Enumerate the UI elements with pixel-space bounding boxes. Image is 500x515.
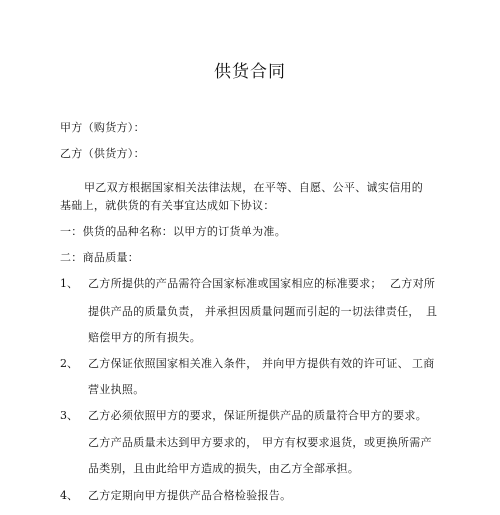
clause-product-name: 一：供货的品种名称：以甲方的订货单为准。: [60, 225, 286, 238]
item-3-line-2-seg-1: 乙方产品质量未达到甲方要求的，: [88, 436, 258, 449]
item-3-line-1: 乙方必须依照甲方的要求，保证所提供产品的质量符合甲方的要求。: [88, 409, 427, 422]
item-1-line-2-seg-2: 并承担因质量问题而引起的一切法律责任，: [205, 305, 420, 318]
item-3-line-2-seg-2: 甲方有权要求退货，: [262, 436, 364, 449]
item-2-line-1-seg-1: 乙方保证依照国家相关准入条件，: [88, 357, 258, 370]
party-a-label: 甲方（购货方）：: [60, 121, 145, 134]
party-b-label: 乙方（供货方）：: [60, 147, 145, 160]
item-number-2: 2、: [60, 357, 78, 370]
item-1-line-3: 赔偿甲方的所有损失。: [88, 331, 201, 344]
item-1-line-2-seg-1: 提供产品的质量负责，: [88, 305, 201, 318]
intro-paragraph-line-1: 甲乙双方根据国家相关法律法规，在平等、自愿、公平、诚实信用的: [84, 181, 423, 194]
item-number-4: 4、: [60, 489, 78, 502]
item-3-line-3: 品类别，且由此给甲方造成的损失，由乙方全部承担。: [88, 462, 360, 475]
item-1-line-1-seg-2: 乙方对所: [390, 277, 436, 290]
item-number-1: 1、: [60, 277, 78, 290]
item-2-line-1-seg-3: 工商: [412, 357, 435, 370]
item-4-line-1: 乙方定期向甲方提供产品合格检验报告。: [88, 489, 292, 502]
item-1-line-1-seg-1: 乙方所提供的产品需符合国家标准或国家相应的标准要求；: [88, 277, 382, 290]
clause-quality-heading: 二：商品质量：: [60, 251, 140, 264]
intro-paragraph-line-2: 基础上，就供货的有关事宜达成如下协议：: [60, 199, 275, 212]
item-number-3: 3、: [60, 409, 78, 422]
item-3-line-2-seg-3: 或更换所需产: [364, 436, 432, 449]
item-1-line-2-seg-3: 且: [426, 305, 438, 318]
item-2-line-2: 营业执照。: [88, 383, 145, 396]
document-title: 供货合同: [214, 62, 286, 82]
item-2-line-1-seg-2: 并向甲方提供有效的许可证、: [262, 357, 409, 370]
